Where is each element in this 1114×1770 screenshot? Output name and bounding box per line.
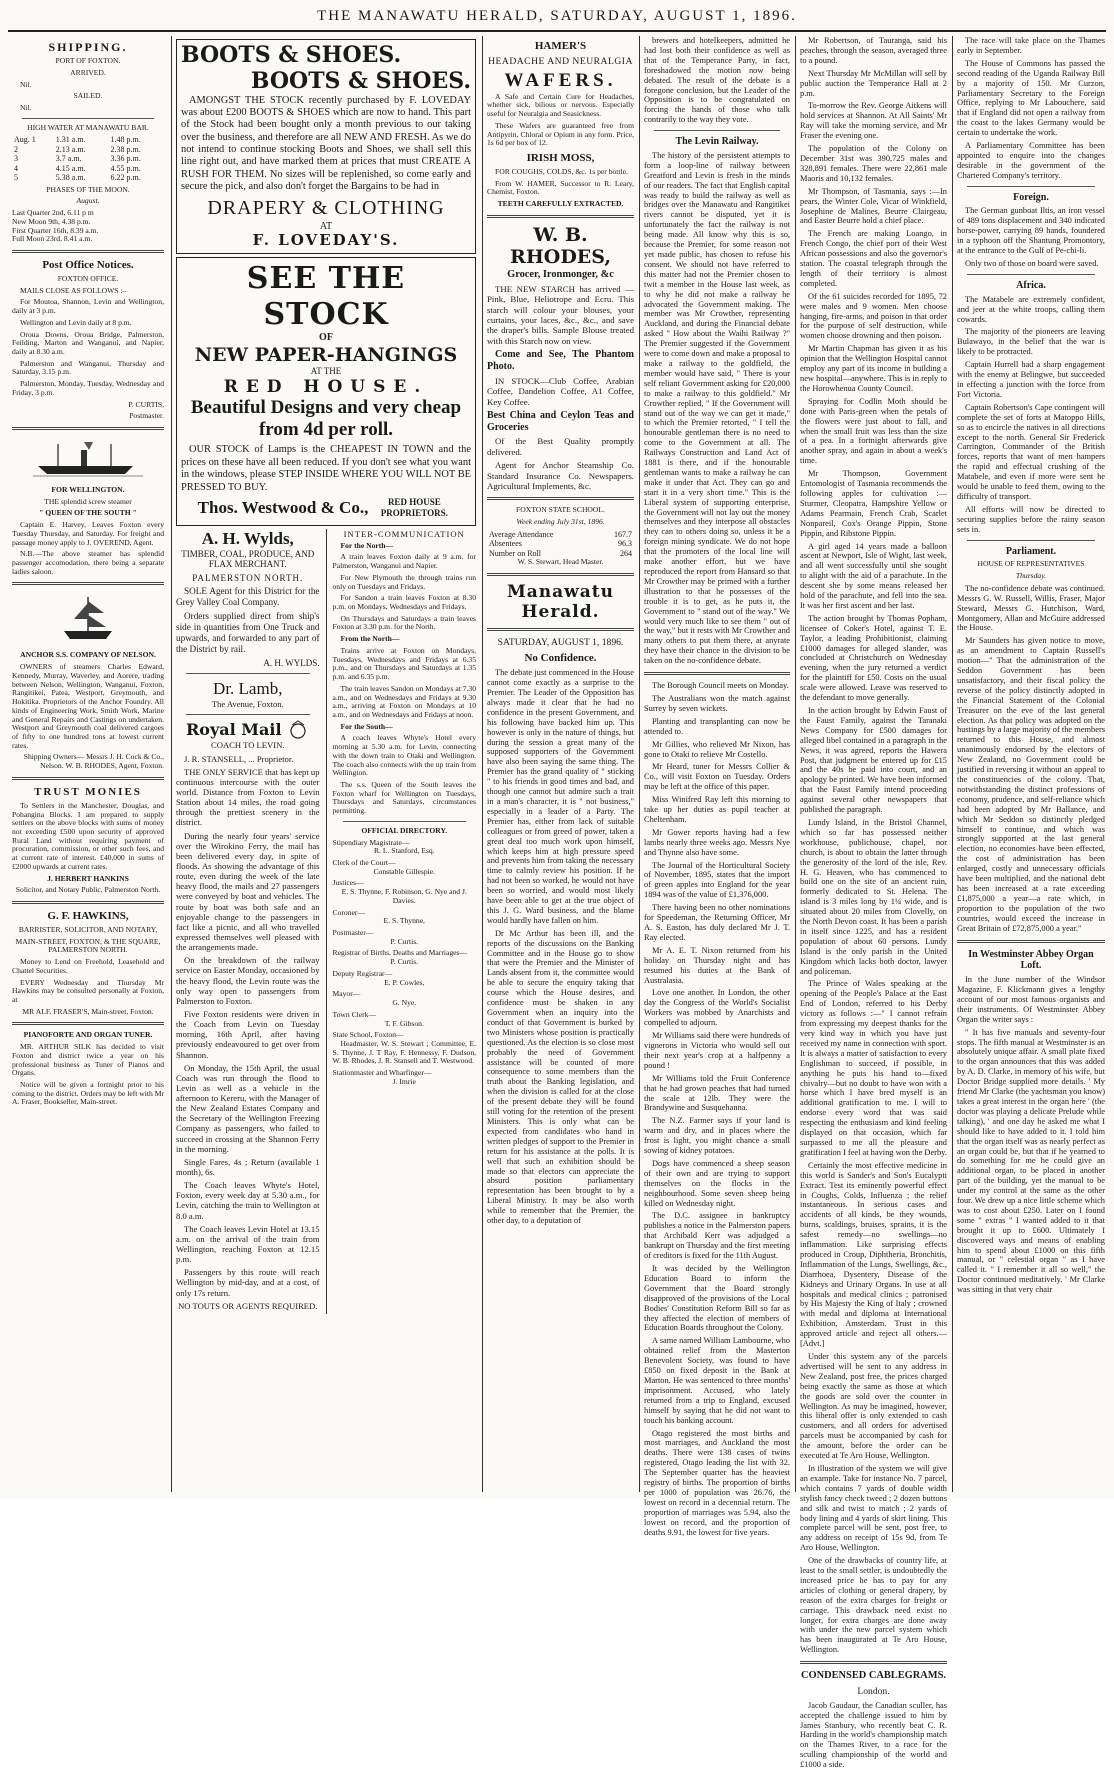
column-5 bbox=[800, 36, 947, 1770]
hankins-role: Solicitor, and Notary Public, Palmerston North. bbox=[15, 885, 161, 895]
anchor-body: OWNERS of steamers Charles Edward, Kennedy, Murray, Waverley, and Aorere, trading between Nelson, Wellington, Wanganui, Foxton, Rangitikei, Patea, Westport, Greymouth, and Hokitika. Proprietors of the Anchor Foundry. All kinds of Engineering Work, Smith Work, Marine and General Repairs and Castings on undertaken. Westport and Greymouth coal delivered cargoes of fifty to one hundred tons at lowest current rates. bbox=[12, 662, 164, 750]
school-week: Week ending July 31st, 1896. bbox=[516, 517, 605, 527]
anchor-owners: Shipping Owners— Messrs J. H. Cock & Co., Nelson. W. B. RHODES, Agent, Foxton. bbox=[23, 752, 164, 771]
column-rule bbox=[482, 36, 483, 1492]
news-item: Love one another. In London, the other day the Congress of the World's Socialist Workers was mobbed by Anarchists and compelled to adjourn. bbox=[644, 988, 790, 1028]
mail-line: Palmerston and Wanganui, Thursday and Saturday, 3.15 p.m. bbox=[12, 358, 164, 377]
wellington-body: Captain E. Harvey, Leaves Foxton every Tuesday Thursday, and Saturday. For freight and passage money apply to J. OVEREND, Agent. bbox=[12, 520, 164, 547]
directory-key: Town Clerk— bbox=[332, 1009, 377, 1019]
hawkins-body-2: EVERY Wednesday and Thursday Mr Hawkins may be consulted personally at Foxton, at bbox=[12, 977, 164, 1004]
news-item: Mr Williams told the Fruit Conference that he had grown peaches that had turned the scale at 12lb. They were the Brandywine and Susquehanna. bbox=[644, 1073, 790, 1113]
high-water-title: HIGH WATER AT MANAWATU BAR. bbox=[27, 122, 149, 132]
table-row bbox=[12, 164, 164, 173]
boots-title-2: BOOTS & SHOES. bbox=[250, 67, 471, 94]
directory-title: OFFICIAL DIRECTORY. bbox=[361, 825, 448, 835]
news-item: Mr Martin Chapman has given it as his opinion that the Wellington Hospital cannot employ any part of its income in building a new hospital—anywhere. This is in reply to the Horowhenua County Council. bbox=[800, 344, 947, 393]
sailed-nil: Nil. bbox=[20, 103, 32, 113]
tide-table bbox=[12, 135, 164, 182]
mails-heading: MAILS CLOSE AS FOLLOWS :– bbox=[20, 285, 127, 295]
col6-p1: The race will take place on the Thames early in September. bbox=[957, 36, 1105, 55]
africa-heading: Africa. bbox=[1016, 279, 1046, 291]
hawkins-role: BARRISTER, SOLICITOR, AND NOTARY, bbox=[18, 924, 158, 934]
inter-n3: For Sandon a train leaves Foxton at 8.30 p.m. on Mondays, Wednesdays and Fridays. bbox=[332, 593, 477, 612]
coach-body-7: The Coach leaves Levin Hotel at 13.15 a.m. on the arrival of the train from Wellington, reaching Foxton at 12.15 p.m. bbox=[176, 1223, 320, 1265]
inter-title: INTER-COMMUNICATION bbox=[343, 528, 465, 539]
hamer-body: A Safe and Certain Cure for Headaches, whether sick, bilious or nervous. Especially useful for Neuralgia and Seasickness. bbox=[487, 91, 634, 119]
piano-body-2: Notice will be given a fortnight prior to his coming to the district. Orders may be left with Mr A. Fraser, Bookseller, Main-street. bbox=[12, 1080, 164, 1107]
table-row bbox=[12, 145, 164, 154]
coach-body-4: Five Foxton residents were driven in the Coach from Levin on Tuesday morning, 16th April, after having previously endeavoured to get over from Shannon. bbox=[176, 1008, 320, 1060]
column-3 bbox=[487, 36, 634, 1492]
cable-title: CONDENSED CABLEGRAMS. bbox=[801, 1670, 946, 1682]
directory-key: Registrar of Births, Deaths and Marriages— bbox=[332, 948, 468, 958]
directory-key: Stationmaster and Wharfinger— bbox=[332, 1068, 432, 1078]
directory-value: R. L. Stanford, Esq. bbox=[373, 846, 435, 856]
news-item: Planting and transplanting can now be attended to. bbox=[644, 716, 790, 736]
news-item: Mr Gower reports having had a few lambs nearly three weeks ago. Messrs Nye and Thynne also have some. bbox=[644, 827, 790, 857]
news-item: The Journal of the Horticultural Society of November, 1895, states that the import of green apples into England for the year 1894 was of the value of £1,376,000. bbox=[644, 860, 790, 900]
hawkins-body: Money to Lend on Freehold, Leasehold and Chattel Securities. bbox=[12, 957, 164, 975]
drapery-heading: DRAPERY & CLOTHING bbox=[207, 197, 445, 220]
directory-value: J. Imrie bbox=[392, 1076, 416, 1086]
directory-key: Clerk of the Court— bbox=[332, 858, 396, 868]
column-4 bbox=[644, 36, 790, 1537]
cable-body: Jacob Gaudaur, the Canadian sculler, has accepted the challenge issued to him by James Stanbury, who recently beat C. R. Harding in the world's championship match on the Thames River, to a race for the sculling championship of the world and £1000 a side. bbox=[800, 1700, 947, 1770]
divider bbox=[967, 274, 1095, 275]
wylds-body-2: Orders supplied direct from ship's side in quantities from One Truck and upwards, and forwarded to any part of the District by rail. bbox=[176, 611, 320, 654]
news-item: The action brought by Thomas Popham, licensee of Coker's Hotel, against T. E. Taylor, a leading Prohibitionist, claiming £1000 damages for alleged slander, was concluded at Christchurch on Wednesday evening, when the jury returned a verdict for the plaintiff for £50. Costs on the usual scale were allowed. Leave was reserved to the defendant to move generally. bbox=[800, 613, 947, 703]
royal-crest-icon bbox=[286, 720, 310, 740]
lamb-address: The Avenue, Foxton. bbox=[211, 699, 284, 710]
right-ads bbox=[333, 529, 477, 1314]
boots-body: AMONGST THE STOCK recently purchased by F. LOVEDAY was about £200 BOOTS & SHOES which are now to hand. This part of the Stock had been bought only a month previous to our taking over the business, and therefore are all NEW AND FRESH. As we do not intend to continue stocking Boots and Shoes, we shall sell this line right out, and have marked them at prices that must CREATE A RUSH FOR THEM. No sizes will be replenished, so come early and secure the pick, and also don't forget the Bargains to be had in bbox=[181, 94, 471, 192]
directory-value: P. Curtis. bbox=[390, 936, 419, 946]
stock-ad bbox=[176, 257, 476, 525]
news-item: Mr Williams said there were hundreds of vignerons in Victoria who would sell out their next year's crop at a halfpenny a pound ! bbox=[644, 1031, 790, 1070]
hankins-name: J. HERBERT HANKINS bbox=[47, 873, 129, 883]
piano-body: MR. ARTHUR SILK has decided to visit Foxton and district twice a year on his professional business as Tuner of Pianos and Organs. bbox=[12, 1042, 164, 1078]
tide-am: 5.38 a.m. bbox=[55, 173, 86, 183]
news-item: The D.C. assignee in bankruptcy publishes a notice in the Palmerston papers that Archibald Kerr was adjudged a bankrupt on Thursday and the first meeting of creditors is fixed for the 11th August. bbox=[644, 1211, 790, 1261]
divider bbox=[644, 672, 790, 675]
boots-ad bbox=[176, 39, 476, 254]
directory-value: G. Nye. bbox=[392, 998, 417, 1008]
school-table bbox=[487, 530, 634, 558]
news-item: Mr Thompson, Government Entomologist of Tasmania recommends the following apples for cultivation :—Sturmer, Cleopatra, Hampshire Yellow or Adams Pearmain, French Crab, Scarlet Nonpareil, Cox's Orange Pippin, Stone Pippin, and Ribstone Pippin. bbox=[800, 469, 947, 538]
school-value: 167.7 bbox=[614, 529, 632, 539]
tide-day: 4 bbox=[14, 163, 18, 173]
red-house: RED HOUSE. bbox=[223, 376, 429, 397]
column-rule bbox=[171, 36, 172, 1492]
column-rule bbox=[639, 36, 640, 1492]
coach-sub: COACH TO LEVIN. bbox=[211, 740, 285, 751]
boots-title: BOOTS & SHOES. bbox=[181, 42, 402, 68]
rhodes-tea-2: Of the Best Quality promptly delivered. bbox=[487, 436, 634, 457]
stock-of: OF bbox=[319, 331, 333, 343]
news-item: The population of the Colony on December 31st was 390,725 males and 328,891 females. There were 22,861 male Maoris and 10,132 females. bbox=[800, 144, 947, 183]
divider bbox=[12, 427, 164, 430]
divider bbox=[12, 1022, 164, 1025]
sailing-ship-icon bbox=[58, 593, 118, 643]
col6-p11: The no-confidence debate was continued. Messrs G. W. Russell, Willis, Fraser, Major Steward, Messrs G. Hutchison, Ward, Montgomery, Allan and McGuire addressed the House. bbox=[957, 583, 1105, 633]
arrived-nil: Nil. bbox=[20, 79, 32, 89]
divider bbox=[800, 1661, 947, 1664]
directory-value: Headmaster, W. S. Stewart ; Committee, E. S. Thynne, J. T Ray, F. Hennessy, F. Dudson, W. B. Rhodes, J. R. Stansell and T. Westwood. bbox=[332, 1038, 477, 1066]
news-item: To-morrow the Rev. George Aitkens will hold services at Shannon. At All Saints' Mr Ray will take the morning service, and Mr Fraser the evening one. bbox=[800, 101, 947, 141]
arrived-heading: ARRIVED. bbox=[70, 67, 106, 77]
foreign-heading: Foreign. bbox=[1013, 191, 1049, 203]
news-item: It was decided by the Wellington Education Board to inform the Government that the Board strongly disapproved of the provisions of the Local Bodies' Constitution Reform Bill so far as they affected the election of members of Education Boards throughout the Colony. bbox=[644, 1264, 790, 1333]
moon-phase: Last Quarter 2nd, 6.11 p m bbox=[12, 208, 94, 218]
news-item: The French are making Loango, in French Congo, the chief port of their West African possessions and also the governor's station. The coastal telegraph through the length of their territory is almost completed. bbox=[800, 229, 947, 288]
wylds-sign: A. H. WYLDS. bbox=[263, 657, 320, 668]
coach-touts: NO TOUTS OR AGENTS REQUIRED. bbox=[178, 1300, 318, 1311]
tide-pm: 3.36 p.m. bbox=[110, 154, 141, 164]
divider bbox=[12, 582, 164, 585]
inter-north: For the North— bbox=[340, 540, 394, 550]
postmaster-signature: P. CURTIS, bbox=[128, 399, 164, 409]
paper-hangings: NEW PAPER-HANGINGS bbox=[194, 343, 458, 366]
moss-title: IRISH MOSS, bbox=[526, 152, 595, 164]
mail-line: Palmerston, Monday, Tuesday, Wednesday and Friday, 3 p.m. bbox=[12, 379, 164, 397]
news-item: Miss Winifred Ray left this morning to take up her duties as pupil teacher at Cheltenham. bbox=[644, 795, 790, 824]
stock-designs: Beautiful Designs and very cheap from 4d per roll. bbox=[190, 396, 462, 440]
directory-value: Constable Gillespie. bbox=[373, 866, 436, 876]
column-rule bbox=[326, 529, 327, 1314]
table-row bbox=[487, 539, 634, 548]
rhodes-trade: Grocer, Ironmonger, &c bbox=[507, 268, 614, 280]
directory-key: Deputy Registrar— bbox=[332, 968, 393, 978]
wylds-name: A. H. Wylds, bbox=[201, 528, 294, 548]
post-office-title: Post Office Notices. bbox=[42, 258, 134, 271]
divider bbox=[654, 130, 780, 131]
moon-title: PHASES OF THE MOON. bbox=[46, 184, 130, 194]
lower-ads bbox=[176, 529, 476, 1314]
rhodes-stock: IN STOCK—Club Coffee, Arabian Coffee, Dandelion Coffee, A1 Coffee, Key Coffee. bbox=[487, 375, 634, 407]
news-item: Mr Robertson, of Tauranga, said his peaches, through the season, averaged three to a pound. bbox=[800, 36, 947, 65]
directory-value: P. Curtis. bbox=[390, 957, 419, 967]
teeth-notice: TEETH CAREFULLY EXTRACTED. bbox=[497, 199, 624, 209]
herald-title: Manawatu Herald. bbox=[506, 581, 615, 622]
inter-south: For the South— bbox=[340, 721, 393, 731]
divider bbox=[343, 821, 467, 822]
col6-p8: Captain Hurrell had a sharp engagement with the enemy at Belingwe, but succeeded in effecting a junction with the force from Fort Victoria. bbox=[957, 360, 1105, 399]
westwood-name: Thos. Westwood & Co., bbox=[197, 497, 369, 517]
inter-f1: Trains arrive at Foxton on Mondays, Tuesdays, Wednesdays and Fridays at 6.35 p.m., and on Thursdays and Saturdays at 1.35 p.m. and 6.35 p.m. bbox=[332, 645, 477, 682]
inter-from: From the North— bbox=[340, 634, 400, 644]
stock-at: AT THE bbox=[310, 366, 342, 377]
news-item: Mr A. E. T. Nixon returned from his holiday on Thursday night and has resumed his duties at the Bank of Australasia. bbox=[644, 945, 790, 985]
school-key: Absentees bbox=[489, 539, 522, 549]
post-office-sub: FOXTON OFFICE. bbox=[57, 273, 119, 283]
directory-key: Postmaster— bbox=[332, 928, 374, 938]
wafers-title: WAFERS. bbox=[504, 70, 617, 92]
divider bbox=[186, 714, 310, 715]
wellington-sub: THE splendid screw steamer bbox=[44, 496, 132, 506]
col6-p5: Only two of those on board were saved. bbox=[965, 259, 1099, 269]
trust-body: To Settlers in the Manchester, Douglas, and Pohangina Blocks. I am prepared to supply settlers on the above blocks with sums of money not exceeding £500 upon security of approved Rural Land without requiring payment of procuration, commission, or other such fees, and at current rate of interest. £40,000 in sums of £2000 upwards at current rates. bbox=[12, 800, 164, 871]
westwood-signature bbox=[181, 497, 471, 518]
news-item: Lundy Island, in the Bristol Channel, which so far has possessed neither workhouse, publichouse, chapel, nor church, is about to obtain the latter through the generosity of the lord of the isle, Rev. H. G. Heaven, who has commenced to build one on the site of an ancient ruin, formerly dedicated to St. Helena. The island is 3 miles long by 1¼ wide, and is situated about 20 miles from Clovelly, on the North Devon coast. It has been a parish in itself since 1225, and has a resident population of about 60 persons. Lundy Island is the only parish in the United Kingdom which lacks both doctor, lawyer and policeman. bbox=[800, 817, 947, 976]
school-key: Number on Roll bbox=[489, 548, 541, 558]
col6-p2: The House of Commons has passed the second reading of the Uganda Railway Bill by a majority of 150. Mr Curzon, Parliamentary Secretary to the Foreign Office, replying to Mr Labouchere, said that if England did not open a railway from the coast to the lakes Germany would be certain to undertake the work. bbox=[957, 58, 1105, 138]
table-row bbox=[487, 530, 634, 539]
divider bbox=[186, 673, 310, 674]
news-item: One of the drawbacks of country life, at least to the small settler, is undoubtedly the increased price he has to pay for any articles of clothing or general drapery, by reason of the extra charges for freight or carriage. This drawback need exist no longer, for extra charges are done away with under the new parcel system which has been inaugurated at Te Aro House, Wellington. bbox=[800, 1556, 947, 1655]
rhodes-body: THE NEW STARCH has arrived —Pink, Blue, Heliotrope and Ecru. This starch will colour your blouses, your curtains, your laces, &c., &c., and save the draper's bills. Sample Blouse treated with this Starch now on view. bbox=[487, 283, 634, 346]
rhodes-name: W. B. RHODES, bbox=[510, 223, 611, 269]
wylds-trade: TIMBER, COAL, PRODUCE, AND FLAX MERCHANT. bbox=[181, 548, 315, 570]
hamer-title: HAMER'S bbox=[534, 40, 587, 52]
tide-day: Aug. 1 bbox=[14, 135, 36, 145]
wylds-body: SOLE Agent for this District for the Grey Valley Coal Company. bbox=[176, 586, 320, 608]
boots-at: AT bbox=[319, 220, 333, 232]
school-value: 264 bbox=[620, 548, 632, 558]
tide-day: 3 bbox=[14, 154, 18, 164]
rhodes-tea: Best China and Ceylon Teas and Groceries bbox=[487, 409, 634, 433]
anchor-title: ANCHOR S.S. COMPANY OF NELSON. bbox=[20, 650, 156, 660]
westwood-role: RED HOUSE PROPRIETORS. bbox=[380, 497, 448, 518]
hamer-body-2: These Wafers are guaranteed free from Antipyrin, Chloral or Opium in any form. Price, 1s 6d per box of 12. bbox=[487, 120, 634, 148]
house-heading: HOUSE OF REPRESENTATIVES bbox=[977, 559, 1085, 569]
hamer-sub: HEADACHE AND NEURALGIA bbox=[488, 55, 633, 67]
divider bbox=[12, 250, 164, 253]
coach-fares: Single Fares, 4s ; Return (available 1 month), 6s. bbox=[176, 1156, 320, 1178]
stock-title: SEE THE STOCK bbox=[246, 261, 406, 332]
piano-title: PIANOFORTE AND ORGAN TUNER. bbox=[23, 1030, 153, 1040]
royal-mail-heading bbox=[176, 720, 320, 740]
wylds-town: PALMERSTON NORTH. bbox=[192, 572, 304, 583]
tide-am: 4.15 a.m. bbox=[55, 163, 86, 173]
tide-pm: 1.48 p.m. bbox=[110, 135, 141, 145]
column-rule bbox=[795, 36, 796, 1492]
levin-body: The history of the persistent attempts to form a loop-line of railway between Greatford and Levin is fresh in the minds of our readers. The fact that English capital was ready to build the railway as well as bridges over the Manawatu and Rangitikei rivers cannot be disputed, yet it is unfortunately the fact the railway is not being made. All know why this is so, because the Premier, for some reason not yet made public, has chosen to refuse his consent. We should not have referred to this matter had not the Premier chosen to twit a member in the House last week, as to why he did not make a railway he advocated the Government making. The member was Mr Crowther, representing Auckland, and during the Financial debate asked " How about the Waihi Railway ?" The Premier suggested if the Government were to come down and make a proposal to make a railway to the goldfield, the member would have said, " There is your self reliant Government asking for £20,000 to make a railway to this goldfield." Mr Crowther replied, " If the Government will stand out of the way we can get it made," to which the Premier retorted, " I tell the honourable gentleman there is no need to come to the Government at all. The Railways Construction and Land Act of 1881 is there, and if the honourable gentleman wants to make a railway he can make it under that Act. They can go and start it in a very short time." This is the Liberal system of supporting enterprise, the Government will not lay out the money themselves and they interpose all obstacles they can to others doing so, unless it be a foreign mining syndicate. We do not hope that the promoters of the local line will make another effort, but we have reproduced the report from Hansard so that Mr Crowther may be primed with a further illustration to that he possesses of the trouble it is to get, as he puts it, the Government to " stand out of the way." We would very much like to see them " out of the way," but it rests with Mr Crowther and many others to put them there, at anyrate they have their chance in the division to be taken on the no-confidence debate. bbox=[644, 150, 790, 666]
tide-day: 5 bbox=[14, 173, 18, 183]
table-row bbox=[12, 173, 164, 182]
tide-day: 2 bbox=[14, 144, 18, 154]
column-rule bbox=[952, 36, 953, 1492]
col6-p13: In the June number of the Windsor Magazine, F. Klickmann gives a lengthy account of our most famous organists and their instruments. Of Westminster Abbey Organ the writer says : bbox=[957, 975, 1105, 1024]
school-value: 96.3 bbox=[618, 539, 632, 549]
divider bbox=[967, 186, 1095, 187]
news-item: A girl aged 14 years made a balloon ascent at Newport, Isle of Wight, last week, and all went successfully until she sought to alight with the aid of a parachute. In the descent she by some means released her hold of the parachute, and fell into the sea. It was her first ascent and her last. bbox=[800, 541, 947, 610]
royal-mail-title: Royal Mail bbox=[186, 719, 282, 739]
inter-n4: On Thursdays and Saturdays a train leaves Foxton at 3.30 p.m. for the North. bbox=[332, 613, 477, 632]
divider bbox=[957, 940, 1105, 943]
col6-p10: All efforts will now be directed to securing supplies before the rainy season sets in. bbox=[957, 504, 1105, 534]
moon-phase: New Moon 9th, 4.38 p.m. bbox=[12, 216, 91, 226]
col6-p6: The Matabele are extremely confident, and jeer at the white troops, calling them cowards. bbox=[957, 294, 1105, 324]
school-key: Average Attendance bbox=[489, 529, 554, 539]
sailed-heading: SAILED. bbox=[73, 91, 103, 101]
hawkins-name: G. F. HAWKINS, bbox=[47, 909, 129, 922]
col6-p7: The majority of the pioneers are leaving Bulawayo, in the belief that the war is likely to be protracted. bbox=[957, 327, 1105, 357]
tide-am: 2.13 a.m. bbox=[55, 144, 86, 154]
divider bbox=[487, 573, 634, 576]
news-item: The N.Z. Farmer says if your land is warm and dry, and in places where the frost is light, you might chance a small sowing of kidney potatoes. bbox=[644, 1116, 790, 1156]
wellington-title: FOR WELLINGTON. bbox=[51, 485, 125, 494]
col4-p1: brewers and hotelkeepers, admitted he had lost both their confidence as well as that of the Temperance Party, in fact, foreshadowed the motion now being debated. The result of the debate is a foregone conclusion, but the Leader of the Opposition is to be congratulated on forcing the hands of those who talk contrarily to the way they vote. bbox=[644, 36, 790, 125]
tide-pm: 4.55 p.m. bbox=[110, 163, 141, 173]
trust-title: TRUST MONIES bbox=[34, 785, 142, 798]
news-item: Dogs have commenced a sheep season of their own and are trying to support themselves on the flocks in the neighbourhood. Some seven sheep being killed on Wednesday night. bbox=[644, 1158, 790, 1208]
col6-p14: " It has five manuals and seventy-four stops. The fifth manual at Westminster is an absolutely unique affair. A small plate fixed to the organ announces that this was added by A. D. Clarke, in memory of his wife, but Doctor Bridge supplied more details. ' My friend Mr Clarke (the yachtsman you know) takes a great interest in the organ here ' (the doctor was playing a delicate Prelude while talking), ' and one day he asked me what I should like to have added to it. I told him that the organ itself was as nearly perfect as an organ could be, but that if he yearned to do something for me he could give an additional organ, to be placed in another part of the building, yet the manual to be under my control at the same as the other four. We drew up a nice little scheme which was to cost about £250. Later on I found some " extras " I wanted added to it that brought it up to £600. Ultimately I discovered ways and means of enabling him to spend about £1000 on this fifth manual, or " celestial organ " as I have called it. " I remember it all so well," the Doctor continued meditatively. ' Mr Clarke was sitting in that very chair bbox=[957, 1027, 1105, 1295]
inter-s2: The s.s. Queen of the South leaves the Foxton wharf for Wellington on Tuesdays, Thursdays and Saturdays, circumstances permitting. bbox=[332, 779, 477, 816]
steamer-icon bbox=[33, 438, 143, 478]
herald-date: SATURDAY, AUGUST 1, 1896. bbox=[497, 636, 624, 648]
school-sign: W. S. Stewart, Head Master. bbox=[517, 557, 604, 567]
directory-value: E. S. Thynne, F. Robinson, G. Nye and J. Davies. bbox=[341, 887, 467, 905]
ship-name: " QUEEN OF THE SOUTH " bbox=[39, 508, 137, 518]
moon-month: August. bbox=[76, 196, 100, 206]
directory-key: Stipendiary Magistrate— bbox=[332, 837, 410, 847]
news-item: Mr Thompson, of Tasmania, says :—In pears, the Winter Cole, Vicar of Winkfield, Josephine de Malines, Beurre Clairgeau, and Easter Beurre hold a chief place. bbox=[800, 186, 947, 226]
shipping-title: SHIPPING. bbox=[48, 40, 128, 54]
abbey-heading: In Westminster Abbey Organ Loft. bbox=[968, 948, 1094, 972]
news-item: Mr Gillies, who relieved Mr Nixon, has gone to Otaki to relieve Mr Costello. bbox=[644, 739, 790, 759]
postmaster-role: Postmaster. bbox=[129, 411, 164, 421]
divider bbox=[487, 497, 634, 500]
school-title: FOXTON STATE SCHOOL. bbox=[516, 505, 605, 515]
mail-line: For Moutoa, Shannon, Levin and Wellington, daily at 3 p.m. bbox=[12, 297, 164, 316]
directory-key: State School, Foxton— bbox=[332, 1030, 404, 1040]
news-item: In the action brought by Edwin Faust of the Faust Family, against the Taranaki News Company for £500 damages for alleged libel contained in a paragraph in the News, it was agreed, reports the Hawera Post, that judgment be entered up for £15 and the 40s be paid into court, and an apology be printed. We have been informed that the Faust Family intend proceeding against several other newspapers that published the paragraph. bbox=[800, 706, 947, 815]
news-item: Under this system any of the parcels advertised will be sent to any address in New Zealand, post free, the prices charged being exactly the same as those at which the goods are sold over the counter in Wellington. As may be imagined, however, this liberal offer is only extended to cash customers, and all orders for advertised parcels must be accompanied by cash for the amount, before the order can be executed at Te Aro House, Wellington. bbox=[800, 1352, 947, 1461]
inter-n2: For New Plymouth the through trains run only on Tuesdays and Fridays. bbox=[332, 572, 477, 591]
news-item: A same named William Lambourne, who obtained relief from the Masterton Benevolent Society, was found to have £850 on fixed deposit in the Bank at Marton. He was sentenced to three months' imprisonment. Accused, who lately returned from a trip to England, excused himself by saying that he did not want to touch his banking account. bbox=[644, 1336, 790, 1425]
hawkins-office: MR ALF. FRASER'S, Main-street, Foxton. bbox=[22, 1006, 154, 1016]
news-item: In illustration of the system we will give an example. Take for instance No. 7 parcel, which contains 7 yards of double width stylish fancy check tweed ; 2 dozen buttons and silk and twist to match ; 2 yards of body lining and 4 yards of skirt lining. This complete parcel will be sent, post free, to any address on receipt of 15s 9d, from Te Aro House, Wellington. bbox=[800, 1463, 947, 1553]
tide-pm: 6.22 p.m. bbox=[110, 173, 141, 183]
tide-am: 1.31 a.m. bbox=[55, 135, 86, 145]
leader-title: No Confidence. bbox=[524, 652, 597, 665]
masthead: THE MANAWATU HERALD, SATURDAY, AUGUST 1, 1896. bbox=[317, 8, 797, 24]
news-item: Mr Heard, tuner for Messrs Collier & Co., will visit Foxton on Tuesday. Orders may be left at the office of this paper. bbox=[644, 762, 790, 792]
news-item: Spraying for Codlin Moth should be done with Paris-green when the petals of the flowers were just about to fall, and when the small fruit was less than the size of a pea. In a fortnight afterwards give another spray, and again in about a week's time. bbox=[800, 396, 947, 466]
news-item: There having been no other nominations for Speedeman, the Returning Officer, Mr A. S. Easton, has duly declared Mr J. T. Ray elected. bbox=[644, 903, 790, 942]
news-item: Certainly the most effective medicine in this world is Sander's and Son's Eucalypti Extract. Test its eminently powerful effect in Coughs, Colds, Influenza ; the relief instantaneous. In serious cases and accidents of all kinds, be they wounds, burns, scaldings, bruises, sprains, it is the safest remedy—no swellings—no inflammation. Like surprising effects produced in Croup, Diphtheria, Bronchitis, Inflammation of the Lungs, Swellings, &c., Diarrhoea, Dysentery, Disease of the Kidneys and Urinary Organs. In use at all hospitals and medical clinics ; patronised by His Majesty the King of Italy ; crowned with medal and diploma at International Exhibition, Amsterdam. Trust in this approved article and reject all others.—[Advt.] bbox=[800, 1160, 947, 1349]
lamb-name: Dr. Lamb, bbox=[213, 679, 283, 699]
thursday-heading: Thursday. bbox=[1015, 571, 1047, 581]
divider bbox=[22, 118, 154, 119]
mail-line: Wellington and Levin daily at 8 p.m. bbox=[20, 317, 132, 327]
col6-p3: A Parliamentary Committee has been appointed to enquire into the changes desirable in the government of the Chartered Company's territory. bbox=[957, 141, 1105, 180]
stock-body: OUR STOCK of Lamps is the CHEAPEST IN TOWN and the prices on these have all been reduced. If you don't see what you want in the windows, please STEP INSIDE WHERE YOU WILL NOT BE PRESSED TO BUY. bbox=[181, 444, 471, 493]
coach-body-6: The Coach leaves Whyte's Hotel, Foxton, every week day at 5.30 a.m., for Levin, catching the train to Wellington at 8.0 a.m. bbox=[176, 1180, 320, 1221]
hamer-from: From W. HAMER, Successor to R. Leary, Chemist, Foxton. bbox=[487, 178, 634, 197]
coach-body-3: On the breakdown of the railway service on Easter Monday, occasioned by the heavy flood, the Levin route was the only way open to passengers from Palmerston to Foxton. bbox=[176, 955, 320, 1006]
inter-f2: The train leaves Sandon on Mondays at 7.30 a.m., and on Wednesdays and Fridays at 9.30 a.m., arriving at Foxton on Mondays at 10 a.m., and on Wednesdays and Fridays at noon. bbox=[332, 683, 477, 719]
column-6 bbox=[957, 36, 1105, 1492]
mail-line: Oroua Downs, Oroua Bridge, Palmerston, Feilding, Marton and Wanganui, and Napier, daily at 8.30 a.m. bbox=[12, 329, 164, 356]
wellington-nb: N.B.—The above steamer has splendid passenger accomodation, there being a separate ladies saloon. bbox=[12, 549, 164, 576]
coach-proprietor: J. R. STANSELL, ... Proprietor. bbox=[184, 753, 294, 764]
directory-key: Mayor— bbox=[332, 989, 361, 999]
london-heading: London. bbox=[857, 1686, 890, 1698]
coach-body-8: Passengers by this route will reach Wellington by mid-day, and at a cost, of only 17s return. bbox=[176, 1267, 320, 1298]
leader-p1: The debate just commenced in the House cannot come exactly as a surprise to the Premier. The Leader of the Opposition has always made it clear that he had no confidence in the present Government, and his following have backed him up. This however is only in the nature of things, but during the session a great many of the supposed supporters of the Government have also been saying the same thing. The Premier has the grand quality of " sticking " to his friends in good times and bad, and though one cannot but admire such a trait in a man's character, it is " not business," especially in a leader of a Party. The Premier has, either from lack of suitable colleagues or from greed of power, taken a great deal too much work upon himself, which keeps him at high pressure speed and prevents him from taking the necessary time to calmly review his position. If he had not been so worked, he would not have been so worried, and would most likely have been able to get at the true object of this J. G. Ward business, and the blame would hardly have fallen on him. bbox=[487, 668, 634, 925]
coach-body: THE ONLY SERVICE that has kept up continuous intercourse with the outer world. Distance from Foxton to Levin Station about 14 miles, the road going through the prettiest scenery in the district. bbox=[176, 766, 320, 828]
inter-s1: A coach leaves Whyte's Hotel every morning at 5.30 a.m. for Levin, connecting with the down train to Otaki and Wellington. The coach also connects with the up train from Wellington. bbox=[332, 733, 477, 778]
loveday-name: F. LOVEDAY'S. bbox=[252, 231, 400, 250]
directory-key: Coroner— bbox=[332, 907, 365, 917]
moss-body: FOR COUGHS, COLDS, &c. 1s per bottle. bbox=[495, 166, 628, 176]
phantom-photo: Come and See, The Phantom Photo. bbox=[487, 349, 634, 372]
hawkins-address: MAIN-STREET, FOXTON, & THE SQUARE, PALMERSTON NORTH. bbox=[15, 936, 161, 955]
left-ads bbox=[176, 529, 320, 1314]
divider bbox=[967, 540, 1095, 541]
divider bbox=[12, 901, 164, 904]
column-1 bbox=[12, 36, 164, 1492]
coach-body-5: On Monday, the 15th April, the usual Coach was run through the flood to Levin as well as a vehicle in the afternoon to Kereru, with the Manager of the New Zealand Estates Company and the Secretary of the Wellington Freezing Company as passengers, who failed to succeed in crossing at the Shannon Ferry in the morning. bbox=[176, 1062, 320, 1154]
tide-am: 3.7 a.m. bbox=[55, 154, 82, 164]
column-2 bbox=[176, 36, 476, 1492]
divider bbox=[487, 628, 634, 631]
news-item: Otago registered the most births and most marriages, and Auckland the most deaths. There were 138 cases of twins registered, Otago leading the list with 32. The September quarter has the heaviest registry of births. The proportion of births per 1000 of population was 26.76, the lowest on record in a decennial return. The proportion of marriages was 5.94, also the lowest on record, and the proportion of deaths 9.91, the lowest for five years. bbox=[644, 1428, 790, 1537]
directory-value: E. S. Thynne, bbox=[383, 916, 425, 926]
col6-p9: Captain Robertson's Cape contingent will complete the set of forts at Matoppo Hills, so as to encircle the natives in all directions except to the north. General Sir Frederick Carrington, Commander of the British forces, reports that want of men hampers the rapid and effectual crushing of the Matabele, and even if more were sent he would be unable to feed them, owing to the difficulty of transport. bbox=[957, 402, 1105, 501]
col6-p4: The German gunboat Iltis, an iron vessel of 489 tons displacement and 340 indicated horse-power, carrying 89 hands, foundered in a typhoon off the Shantung Promontory, at the entrance to the Gulf of Pe-chi-li. bbox=[957, 206, 1105, 256]
divider bbox=[12, 777, 164, 780]
moon-phase: Full Moon 23rd, 8.41 a.m. bbox=[12, 234, 93, 244]
leader-p2: Dr Mc Arthur has been ill, and the reports of the discussions on the Banking Committee and in the House go to show that were the Premier and the Minister of Lands absent from it, the committee would be able to secure the enquiry taking that course which the House desires, and confidence must be shaken in any Government when an inquiry into the conduct of that Government is burked by two Ministers whose position is practically questioned. As the election is so close most probably the need of Government assistance will be counted of more consequence to some members than the truth about the Banking legislation, and when the division is called for at the close of the present debate they will be found still voting for the retention of the present Ministers. This is only what can be expected from candidates who hand in written pledges of support to the Premier in return for his assistance at the polls. It is well that such an exhibition should be made so that electors can appreciate the absurd position parliamentary representation has been brought to by a Liberal Ministry. It may be also worth while to remember that the Premier, the other day, to a deputation of bbox=[487, 928, 634, 1226]
levin-title: The Levin Railway. bbox=[675, 136, 759, 148]
coach-body-2: During the nearly four years' service over the Wirokino Ferry, the mail has been delivered every day, in spite of floods. As showing the advantage of this route, even during the week of the late heavy flood, the mails and 27 passengers were conveyed by boat and vehicles. The route by boat was both safe and an enjoyable change to the passengers in fact like a picnic, and all who travelled expressed themselves well pleased with the arrangements made. bbox=[176, 830, 320, 953]
table-row bbox=[12, 154, 164, 163]
news-item: The Prince of Wales speaking at the opening of the People's Palace at the East End of London, referred to his Derby victory as follows :—" I cannot refrain from expressing my deepest thanks for the very kind way in which you have just received my name in connection with sport. It is always a matter of satisfaction to every Englishman to succeed, if possible, in anything he puts his hand to—fixed chivalry—but no doubt to have won with a horse which I have bred myself is an additional gratification to me. I will to endorse every word that was said respecting the enthusiasm and kind feeling displayed on that occasion, which far surpassed to me all the pleasure and gratification I feel at having won the Derby. bbox=[800, 979, 947, 1157]
news-item: Of the 61 suicides recorded for 1895, 72 were males and 9 women. Men choose hanging, fire-arms, and poison in that order for the purpose of self destruction, while women choose drowning and then poison. bbox=[800, 291, 947, 341]
rhodes-agent: Agent for Anchor Steamship Co. Standard Insurance Co. Newspapers. Agricultural Implements, &c. bbox=[487, 460, 634, 491]
divider bbox=[487, 215, 634, 218]
inter-n1: A train leaves Foxton daily at 9 a.m. for Palmerston, Wanganui and Napier. bbox=[332, 552, 477, 571]
directory-value: T. F. Gibson. bbox=[384, 1018, 424, 1028]
news-item: The Australians won the match against Surrey by seven wickets. bbox=[644, 693, 790, 713]
tide-pm: 2.38 p.m. bbox=[110, 144, 141, 154]
news-item: The Borough Council meets on Monday. bbox=[652, 681, 789, 691]
port-heading: PORT OF FOXTON. bbox=[55, 56, 121, 66]
directory-key: Justices— bbox=[332, 878, 364, 888]
moon-phase: First Quarter 16th, 8.39 a.m. bbox=[12, 225, 99, 235]
parliament-heading: Parliament. bbox=[1005, 545, 1057, 557]
table-row bbox=[12, 135, 164, 144]
masthead-rule bbox=[8, 30, 1106, 32]
col6-p12: Mr Saunders has given notice to move, as an amendment to Captain Russell's motion—" That the administration of the Seddon Government has been unsatisfactory, and their fiscal policy the reverse of the policy distinctly adopted in the Financial Statement of the Colonial Treasurer on the eve of the last general election. As that policy was adopted on the hustings by a large majority of the members returned to this House, and almost unanimously endorsed by the electors of New Zealand, no Government could be justified in reversing it without an appeal to the constituencies of the colony. That, notwithstanding the distinct professions of economy, prudence, and self-reliance which had been adopted by Mr Ballance, and which Mr Seddon so distinctly pledged himself to continue, and which was strongly supported at the last general election, no economies have been effected, the cost of administration has been enlarged, costly and unnecessary officials have been multiplied, and the national debt has been increased at a rate exceeding £1,875,000 a year—a rate which, in proportion to the population of the two countries, would exceed the increase in Great Britain of £72,875,000 a year." bbox=[957, 636, 1105, 933]
directory-value: E. P. Cowles, bbox=[384, 977, 425, 987]
news-item: Next Thursday Mr McMillan will sell by public auction the Temperance Hall at 2 p.m. bbox=[800, 68, 947, 98]
